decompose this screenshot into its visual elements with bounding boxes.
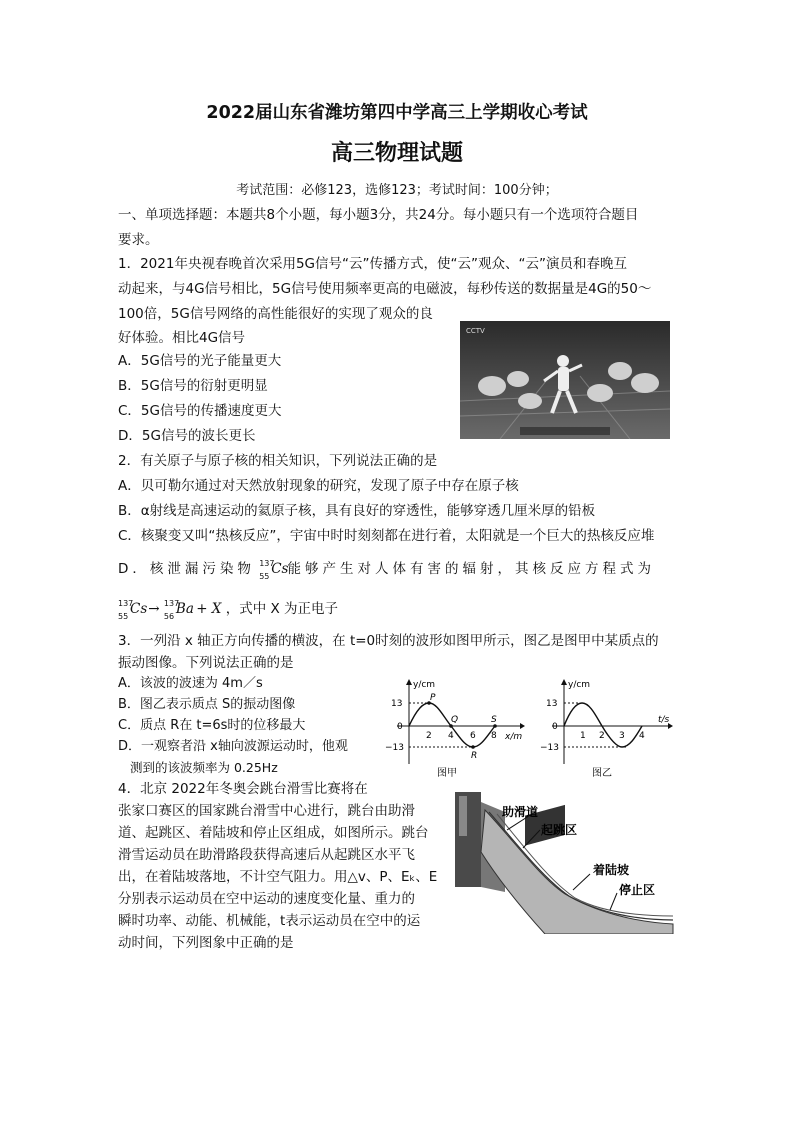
q4-stem-line8: 动时间，下列图象中正确的是 — [118, 935, 294, 951]
q4-stem-line2: 张家口赛区的国家跳台滑雪中心进行，跳台由助滑 — [118, 803, 415, 819]
eq-cs — [118, 599, 148, 621]
q2-option-c: C．核聚变又叫“热核反应”，宇宙中时时刻刻都在进行着，太阳就是一个巨大的热核反应堆 — [118, 528, 655, 544]
q4-stem-line4: 滑雪运动员在助滑路段获得高速后从起跳区水平飞 — [118, 847, 415, 863]
fig-b-tick-2: 3 — [619, 731, 625, 741]
q1-option-b: B．5G信号的衍射更明显 — [118, 378, 268, 394]
q2-option-d-line1 — [118, 559, 655, 581]
isotope-mass: 137 — [259, 559, 275, 568]
fig-b-tick-1: 2 — [599, 731, 605, 741]
q4-stem-line7: 瞬时功率、动能、机械能，t表示运动员在空中的运 — [118, 913, 421, 929]
q1-stem-line2: 动起来，与4G信号相比，5G信号使用频率更高的电磁波，每秒传送的数据量是4G的50～ — [118, 281, 652, 297]
paper-title: 2022届山东省潍坊第四中学高三上学期收心考试 — [206, 103, 588, 123]
eq-tail: + X — [196, 601, 222, 617]
eq-ba-symbol: Ba — [175, 601, 194, 617]
q3-option-c: C．质点 R在 t=6s时的位移最大 — [118, 718, 306, 733]
fig-b-xlabel: t/s — [658, 715, 670, 725]
q3-option-a: A．该波的波速为 4m／s — [118, 676, 263, 691]
q2-stem: 2．有关原子与原子核的相关知识，下列说法正确的是 — [118, 453, 438, 469]
q3-stem-line1: 3．一列沿 x 轴正方向传播的横波，在 t=0时刻的波形如图甲所示，图乙是图甲中某质点的 — [118, 633, 659, 649]
section-heading-line2: 要求。 — [118, 232, 159, 248]
eq-cs-z: 55 — [118, 612, 129, 621]
point-p: P — [430, 693, 436, 703]
wave-figure-b — [540, 676, 675, 780]
wave-figure-a — [385, 676, 525, 780]
eq-cs-symbol: Cs — [130, 601, 148, 617]
q3-option-b: B．图乙表示质点 S的振动图像 — [118, 697, 296, 712]
eq-ba-z: 56 — [163, 612, 175, 621]
fig-b-ylabel: y/cm — [568, 680, 591, 690]
q3-option-d-line1: D．一观察者沿 x轴向波源运动时，他观 — [118, 739, 348, 754]
arrow-icon: → — [148, 601, 160, 617]
q4-stem-line6: 分别表示运动员在空中运动的速度变化量、重力的 — [118, 891, 415, 907]
q2-d-prefix: D．核泄漏污染物 — [118, 561, 255, 577]
ski-jump-figure — [445, 782, 675, 934]
fig-a-yneg: −13 — [385, 743, 404, 753]
fig-a-ypos: 13 — [391, 699, 403, 709]
q1-option-a: A．5G信号的光子能量更大 — [118, 353, 282, 369]
label-stop-area: 停止区 — [619, 883, 656, 897]
point-s: S — [491, 715, 497, 725]
fig-b-yneg: −13 — [540, 743, 559, 753]
label-takeoff: 起跳区 — [541, 823, 578, 837]
eq-ba-mass: 137 — [163, 599, 180, 608]
q2-option-a: A．贝可勒尔通过对天然放射现象的研究，发现了原子中存在原子核 — [118, 478, 519, 494]
label-landing-slope: 着陆坡 — [593, 863, 630, 877]
fig-a-tick-3: 8 — [491, 731, 497, 741]
nuclear-equation — [118, 599, 339, 621]
fig-b-zero: 0 — [552, 722, 558, 732]
q1-option-d: D．5G信号的波长更长 — [118, 428, 256, 444]
label-run-in: 助滑道 — [502, 805, 539, 819]
q1-option-c: C．5G信号的传播速度更大 — [118, 403, 282, 419]
eq-note: ，式中 X 为正电子 — [225, 601, 339, 617]
gala-photo — [460, 321, 670, 439]
point-q: Q — [451, 715, 459, 725]
fig-a-tick-2: 6 — [470, 731, 476, 741]
point-r: R — [471, 751, 478, 761]
paper-subtitle: 高三物理试题 — [330, 141, 463, 166]
fig-b-ypos: 13 — [546, 699, 558, 709]
q3-option-d-line2: 测到的该波频率为 0.25Hz — [130, 760, 278, 775]
fig-b-caption: 图乙 — [592, 768, 612, 779]
fig-a-tick-0: 2 — [426, 731, 432, 741]
fig-b-tick-3: 4 — [639, 731, 645, 741]
photo-logo-text: CCTV — [466, 327, 485, 335]
isotope-symbol: Cs — [271, 561, 289, 577]
q2-option-b: B．α射线是高速运动的氦原子核，具有良好的穿透性，能够穿透几厘米厚的铅板 — [118, 503, 596, 519]
fig-b-tick-0: 1 — [580, 731, 586, 741]
q1-stem-line4: 好体验。相比4G信号 — [118, 330, 246, 346]
q4-stem-line1: 4．北京 2022年冬奥会跳台滑雪比赛将在 — [118, 781, 368, 797]
fig-a-zero: 0 — [397, 722, 403, 732]
fig-a-ylabel: y/cm — [413, 680, 436, 690]
q1-stem-line1: 1．2021年央视春晚首次采用5G信号“云”传播方式，使“云”观众、“云”演员和春晚互 — [118, 256, 627, 272]
fig-a-caption: 图甲 — [437, 768, 457, 779]
eq-ba — [163, 599, 194, 621]
q4-stem-line5: 出，在着陆坡落地，不计空气阻力。用△v、P、Eₖ、E — [118, 869, 438, 885]
fig-a-xlabel: x/m — [505, 732, 523, 742]
q1-stem-line3: 100倍，5G信号网络的高性能很好的实现了观众的良 — [118, 306, 433, 322]
isotope-cs — [259, 559, 289, 581]
fig-a-tick-1: 4 — [448, 731, 454, 741]
section-heading-line1: 一、单项选择题：本题共8个小题，每小题3分，共24分。每小题只有一个选项符合题目 — [118, 207, 639, 223]
q2-d-suffix: 能够产生对人体有害的辐射，其核反应方程式为 — [287, 561, 655, 577]
isotope-z: 55 — [259, 572, 270, 581]
exam-meta: 考试范围：必修123，选修123；考试时间：100分钟； — [236, 183, 558, 198]
q4-stem-line3: 道、起跳区、着陆坡和停止区组成，如图所示。跳台 — [118, 825, 429, 841]
q3-stem-line2: 振动图像。下列说法正确的是 — [118, 655, 294, 671]
eq-cs-mass: 137 — [118, 599, 134, 608]
